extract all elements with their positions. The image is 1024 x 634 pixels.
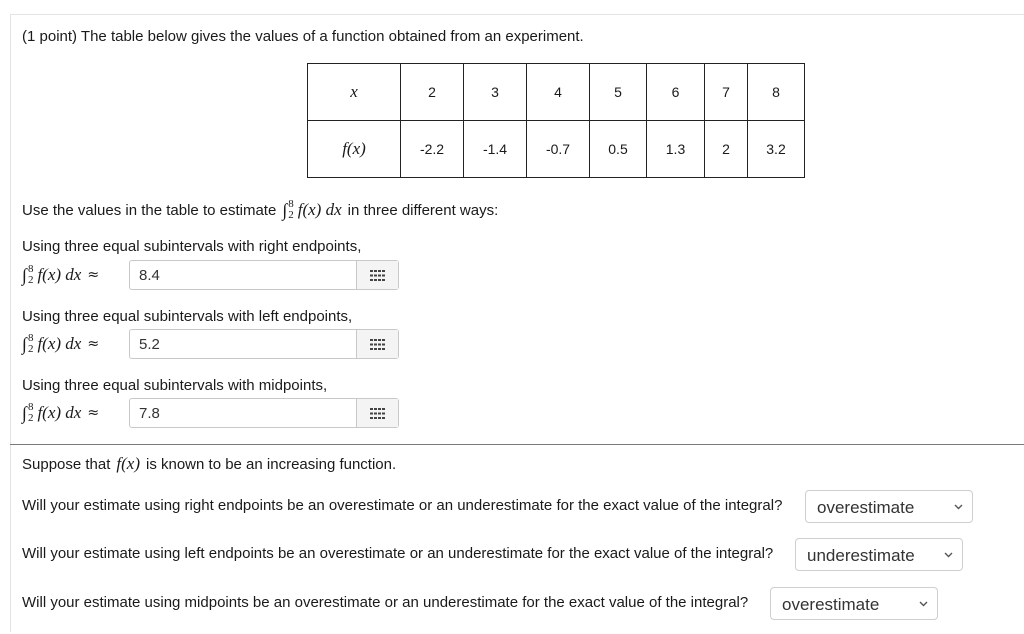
answer-input-left[interactable] — [129, 329, 399, 359]
suppose-line — [22, 454, 396, 474]
integral-icon: ∫ — [22, 333, 27, 354]
answer-select-right[interactable] — [805, 490, 973, 523]
integrand: f(x) dx — [37, 334, 82, 353]
answer-value: 5.2 — [139, 336, 160, 353]
part-integral-mid — [22, 400, 99, 426]
lower-limit: 2 — [27, 343, 34, 355]
integral-limits — [28, 264, 34, 286]
grid-icon[interactable] — [356, 399, 398, 427]
chevron-down-icon — [953, 501, 964, 512]
x-value-cell: 8 — [748, 64, 805, 121]
answer-select-left[interactable] — [795, 538, 963, 571]
selected-value: overestimate — [782, 595, 880, 614]
integral-expression — [22, 264, 99, 286]
table-row-x — [308, 64, 805, 121]
upper-limit: 8 — [27, 332, 34, 344]
part-integral-right — [22, 262, 99, 288]
upper-limit: 8 — [288, 198, 294, 210]
x-value-cell: 4 — [527, 64, 590, 121]
integral-limits — [28, 333, 34, 355]
fx-value-cell: 2 — [705, 121, 748, 178]
table-row-fx — [308, 121, 805, 178]
part-label-left: Using three equal subintervals with left endpoints, — [22, 308, 353, 325]
integrand: f(x) dx — [297, 200, 342, 219]
upper-limit: 8 — [27, 263, 34, 275]
upper-limit: 8 — [27, 401, 34, 413]
chevron-down-icon — [943, 549, 954, 560]
problem-header: (1 point) The table below gives the values of a function obtained from an experiment. — [22, 28, 584, 45]
question-right: Will your estimate using right endpoints be an overestimate or an underestimate for the exact value of the integral? — [22, 497, 783, 514]
integral-expression — [22, 402, 99, 424]
integrand: f(x) dx — [37, 265, 82, 284]
x-value-cell: 2 — [401, 64, 464, 121]
suppose-suffix: is known to be an increasing function. — [146, 455, 397, 473]
instruction-suffix: in three different ways: — [347, 201, 499, 219]
instruction-integral — [282, 199, 341, 221]
part-label-mid: Using three equal subintervals with midpoints, — [22, 377, 328, 394]
chevron-down-icon — [918, 598, 929, 609]
question-left: Will your estimate using left endpoints be an overestimate or an underestimate for the exact value of the integral? — [22, 545, 774, 562]
x-value-cell: 6 — [647, 64, 705, 121]
instruction-line — [22, 199, 498, 221]
part-integral-left — [22, 331, 99, 357]
approx-symbol: ≈ — [87, 267, 100, 283]
fx-value-cell: -2.2 — [401, 121, 464, 178]
fx-value-cell: 0.5 — [590, 121, 647, 178]
integral-icon: ∫ — [282, 199, 288, 220]
fx-value-cell: -0.7 — [527, 121, 590, 178]
integral-limits — [28, 402, 34, 424]
selected-value: underestimate — [807, 546, 915, 565]
grid-icon[interactable] — [356, 261, 398, 289]
fx-value-cell: 1.3 — [647, 121, 705, 178]
fx-label-cell: f(x) — [308, 121, 401, 178]
answer-value: 7.8 — [139, 405, 160, 422]
suppose-fx: f(x) — [116, 454, 140, 473]
approx-symbol: ≈ — [87, 405, 100, 421]
approx-symbol: ≈ — [87, 336, 100, 352]
integral-icon: ∫ — [22, 264, 27, 285]
lower-limit: 2 — [288, 209, 294, 221]
x-value-cell: 7 — [705, 64, 748, 121]
x-label-cell: x — [308, 64, 401, 121]
x-value-cell: 5 — [590, 64, 647, 121]
question-mid: Will your estimate using midpoints be an overestimate or an underestimate for the exact value of the integral? — [22, 594, 749, 611]
instruction-prefix: Use the values in the table to estimate — [22, 201, 277, 219]
integral-expression — [22, 333, 99, 355]
values-table — [307, 63, 805, 178]
suppose-prefix: Suppose that — [22, 455, 111, 473]
fx-value-cell: -1.4 — [464, 121, 527, 178]
fx-value-cell: 3.2 — [748, 121, 805, 178]
part-label-right: Using three equal subintervals with right endpoints, — [22, 238, 362, 255]
integral-icon: ∫ — [22, 402, 27, 423]
integral-limits — [288, 199, 294, 221]
answer-input-right[interactable] — [129, 260, 399, 290]
selected-value: overestimate — [817, 498, 915, 517]
grid-icon[interactable] — [356, 330, 398, 358]
integrand: f(x) dx — [37, 403, 82, 422]
lower-limit: 2 — [27, 274, 34, 286]
answer-select-mid[interactable] — [770, 587, 938, 620]
answer-input-mid[interactable] — [129, 398, 399, 428]
x-value-cell: 3 — [464, 64, 527, 121]
lower-limit: 2 — [27, 412, 34, 424]
section-divider — [10, 444, 1024, 445]
answer-value: 8.4 — [139, 267, 160, 284]
